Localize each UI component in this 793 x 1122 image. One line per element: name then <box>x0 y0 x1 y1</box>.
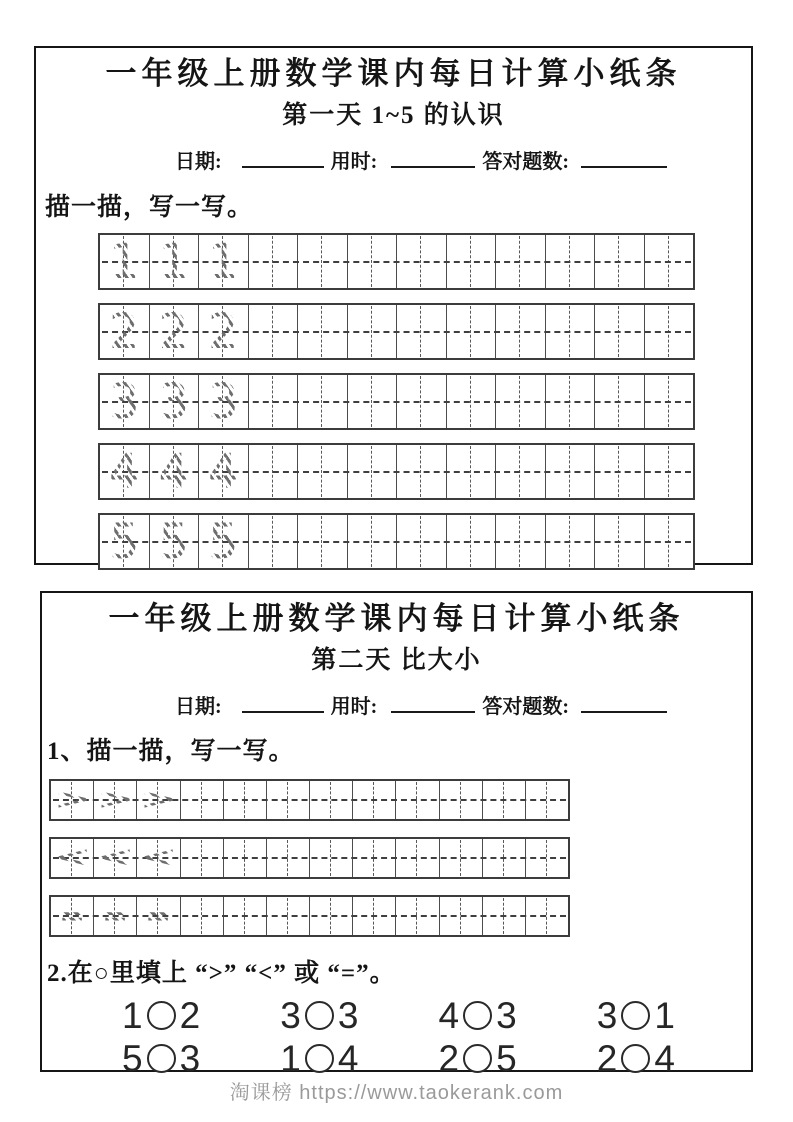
trace-cell[interactable] <box>100 305 150 358</box>
time-label: 用时: <box>330 151 378 174</box>
trace-cell[interactable] <box>199 235 249 288</box>
trace-glyph: 2 <box>207 303 239 360</box>
trace-cell[interactable] <box>440 781 483 819</box>
trace-glyph: 3 <box>108 373 140 430</box>
trace-glyph: 1 <box>207 233 239 290</box>
trace-cell[interactable] <box>447 235 497 288</box>
trace-cell[interactable] <box>595 235 645 288</box>
trace-glyph: 5 <box>158 513 190 570</box>
trace-cell[interactable] <box>298 235 348 288</box>
right-number: 3 <box>179 1038 201 1080</box>
trace-cell[interactable] <box>150 235 200 288</box>
trace-cell[interactable] <box>100 515 150 568</box>
left-number: 2 <box>438 1038 460 1080</box>
trace-cell[interactable] <box>496 235 546 288</box>
trace-instruction: 描一描，写一写。 <box>45 194 254 222</box>
comparison-problem <box>122 1038 201 1080</box>
left-number: 2 <box>596 1038 618 1080</box>
trace-cell[interactable] <box>645 515 694 568</box>
trace-row <box>98 513 695 570</box>
trace-cell[interactable] <box>447 515 497 568</box>
comparison-problem <box>438 1038 517 1080</box>
right-number: 5 <box>496 1038 517 1080</box>
left-number: 1 <box>280 1038 301 1080</box>
answer-circle[interactable] <box>147 1001 176 1030</box>
trace-cell[interactable] <box>396 897 439 935</box>
trace-cell[interactable] <box>310 781 353 819</box>
trace-cell[interactable] <box>348 445 398 498</box>
trace-cell[interactable] <box>526 839 568 877</box>
meta-line <box>36 145 751 174</box>
trace-cell[interactable] <box>94 897 137 935</box>
trace-cell[interactable] <box>483 839 526 877</box>
trace-cell[interactable] <box>353 839 396 877</box>
trace-cell[interactable] <box>224 839 267 877</box>
trace-instruction: 1、描一描，写一写。 <box>47 738 295 766</box>
compare-instruction: 2.在○里填上 “>” “<” 或 “=”。 <box>47 960 396 988</box>
trace-cell[interactable] <box>546 445 596 498</box>
trace-cell[interactable] <box>353 781 396 819</box>
trace-cell[interactable] <box>100 445 150 498</box>
right-number: 1 <box>654 995 675 1037</box>
right-number: 3 <box>337 995 359 1037</box>
left-number: 5 <box>122 1038 143 1080</box>
trace-cell[interactable] <box>595 515 645 568</box>
trace-cell[interactable] <box>496 515 546 568</box>
trace-cell[interactable] <box>150 305 200 358</box>
trace-cell[interactable] <box>94 839 137 877</box>
day2-subtitle: 第二天 比大小 <box>311 647 482 675</box>
trace-row <box>98 303 695 360</box>
time-blank[interactable] <box>391 695 475 713</box>
left-number: 4 <box>438 995 460 1037</box>
trace-cell[interactable] <box>181 781 224 819</box>
trace-cell[interactable] <box>267 897 310 935</box>
trace-cell[interactable] <box>595 305 645 358</box>
trace-glyph: = <box>102 902 129 931</box>
answer-circle[interactable] <box>621 1044 650 1073</box>
trace-cell[interactable] <box>100 235 150 288</box>
trace-cell[interactable] <box>496 445 546 498</box>
trace-cell[interactable] <box>137 781 180 819</box>
trace-glyph: 4 <box>158 443 190 500</box>
score-label: 答对题数: <box>482 696 570 719</box>
comparison-problem <box>280 995 359 1037</box>
trace-cell[interactable] <box>440 897 483 935</box>
trace-cell[interactable] <box>396 839 439 877</box>
trace-glyph: 2 <box>108 303 140 360</box>
comparison-problem <box>596 1038 675 1080</box>
trace-cell[interactable] <box>645 235 694 288</box>
trace-cell[interactable] <box>150 375 200 428</box>
trace-cell[interactable] <box>267 781 310 819</box>
trace-cell[interactable] <box>94 781 137 819</box>
day1-subtitle: 第一天 1~5 的认识 <box>282 102 505 130</box>
right-number: 2 <box>179 995 201 1037</box>
trace-cell[interactable] <box>546 305 596 358</box>
trace-glyph: 4 <box>108 443 140 500</box>
trace-cell[interactable] <box>397 305 447 358</box>
comparison-problems <box>82 995 715 1080</box>
digit-trace-grid <box>98 233 751 570</box>
trace-cell[interactable] <box>348 235 398 288</box>
trace-cell[interactable] <box>199 515 249 568</box>
trace-cell[interactable] <box>483 897 526 935</box>
worksheet-day2 <box>40 591 753 1080</box>
trace-cell[interactable] <box>447 375 497 428</box>
trace-cell[interactable] <box>199 305 249 358</box>
trace-cell[interactable] <box>224 897 267 935</box>
trace-glyph: 4 <box>207 443 239 500</box>
trace-glyph: 3 <box>207 373 239 430</box>
answer-circle[interactable] <box>147 1044 176 1073</box>
left-number: 3 <box>596 995 618 1037</box>
trace-row <box>98 233 695 290</box>
trace-cell[interactable] <box>496 375 546 428</box>
trace-cell[interactable] <box>137 897 180 935</box>
trace-cell[interactable] <box>51 897 94 935</box>
trace-cell[interactable] <box>249 305 299 358</box>
trace-row <box>98 373 695 430</box>
trace-cell[interactable] <box>249 515 299 568</box>
trace-cell[interactable] <box>348 375 398 428</box>
trace-cell[interactable] <box>100 375 150 428</box>
trace-row <box>49 779 570 821</box>
trace-cell[interactable] <box>199 375 249 428</box>
trace-glyph: 1 <box>158 233 190 290</box>
right-number: 4 <box>654 1038 675 1080</box>
trace-cell[interactable] <box>348 515 398 568</box>
trace-cell[interactable] <box>645 375 694 428</box>
trace-glyph: 2 <box>158 303 190 360</box>
trace-cell[interactable] <box>645 445 694 498</box>
worksheet-day1 <box>34 46 753 570</box>
trace-cell[interactable] <box>447 445 497 498</box>
trace-cell[interactable] <box>249 445 299 498</box>
trace-cell[interactable] <box>546 235 596 288</box>
comparison-problem <box>122 995 201 1037</box>
trace-cell[interactable] <box>249 235 299 288</box>
date-label: 日期: <box>175 696 222 719</box>
date-blank[interactable] <box>242 150 324 168</box>
trace-glyph: > <box>139 782 178 818</box>
trace-cell[interactable] <box>397 375 447 428</box>
left-number: 1 <box>122 995 143 1037</box>
score-blank[interactable] <box>581 150 667 168</box>
right-number: 3 <box>496 995 517 1037</box>
trace-cell[interactable] <box>181 839 224 877</box>
trace-glyph: > <box>96 782 135 818</box>
time-label: 用时: <box>330 696 378 719</box>
comparison-problem <box>438 995 517 1037</box>
trace-cell[interactable] <box>51 839 94 877</box>
trace-glyph: > <box>53 782 91 818</box>
trace-cell[interactable] <box>397 235 447 288</box>
trace-cell[interactable] <box>310 839 353 877</box>
date-label: 日期: <box>175 151 222 174</box>
site-watermark: 淘课榜 https://www.taokerank.com <box>229 1082 564 1104</box>
trace-cell[interactable] <box>595 445 645 498</box>
answer-circle[interactable] <box>305 1044 334 1073</box>
trace-row <box>49 837 570 879</box>
trace-cell[interactable] <box>298 515 348 568</box>
trace-cell[interactable] <box>353 897 396 935</box>
trace-glyph: 3 <box>158 373 190 430</box>
answer-circle[interactable] <box>305 1001 334 1030</box>
trace-cell[interactable] <box>546 515 596 568</box>
trace-cell[interactable] <box>137 839 180 877</box>
trace-cell[interactable] <box>298 305 348 358</box>
trace-row <box>98 443 695 500</box>
worksheet-title: 一年级上册数学课内每日计算小纸条 <box>105 56 682 91</box>
right-number: 4 <box>337 1038 359 1080</box>
score-blank[interactable] <box>581 695 667 713</box>
comparison-problem <box>280 1038 359 1080</box>
trace-cell[interactable] <box>526 781 568 819</box>
trace-cell[interactable] <box>526 897 568 935</box>
date-blank[interactable] <box>242 695 324 713</box>
worksheet-title: 一年级上册数学课内每日计算小纸条 <box>108 601 685 636</box>
trace-cell[interactable] <box>645 305 694 358</box>
trace-cell[interactable] <box>348 305 398 358</box>
trace-cell[interactable] <box>181 897 224 935</box>
time-blank[interactable] <box>391 150 475 168</box>
trace-cell[interactable] <box>546 375 596 428</box>
trace-cell[interactable] <box>199 445 249 498</box>
trace-cell[interactable] <box>249 375 299 428</box>
trace-cell[interactable] <box>224 781 267 819</box>
trace-glyph: 5 <box>108 513 140 570</box>
trace-cell[interactable] <box>483 781 526 819</box>
trace-cell[interactable] <box>310 897 353 935</box>
trace-glyph: < <box>96 840 135 876</box>
comparison-problem <box>596 995 675 1037</box>
trace-cell[interactable] <box>298 375 348 428</box>
meta-line <box>42 690 751 719</box>
trace-cell[interactable] <box>267 839 310 877</box>
trace-cell[interactable] <box>496 305 546 358</box>
answer-circle[interactable] <box>621 1001 650 1030</box>
trace-row <box>49 895 570 937</box>
trace-cell[interactable] <box>150 445 200 498</box>
answer-circle[interactable] <box>463 1001 492 1030</box>
answer-circle[interactable] <box>463 1044 492 1073</box>
trace-cell[interactable] <box>440 839 483 877</box>
trace-glyph: 5 <box>207 513 239 570</box>
trace-cell[interactable] <box>396 781 439 819</box>
trace-glyph: 1 <box>108 233 140 290</box>
symbol-trace-grid <box>49 779 751 937</box>
trace-cell[interactable] <box>595 375 645 428</box>
trace-glyph: < <box>139 840 178 876</box>
trace-cell[interactable] <box>51 781 94 819</box>
trace-glyph: = <box>59 902 86 931</box>
trace-cell[interactable] <box>298 445 348 498</box>
trace-cell[interactable] <box>397 515 447 568</box>
trace-cell[interactable] <box>150 515 200 568</box>
trace-glyph: = <box>145 902 172 931</box>
trace-glyph: < <box>53 840 91 876</box>
score-label: 答对题数: <box>482 151 570 174</box>
trace-cell[interactable] <box>397 445 447 498</box>
trace-cell[interactable] <box>447 305 497 358</box>
left-number: 3 <box>280 995 301 1037</box>
